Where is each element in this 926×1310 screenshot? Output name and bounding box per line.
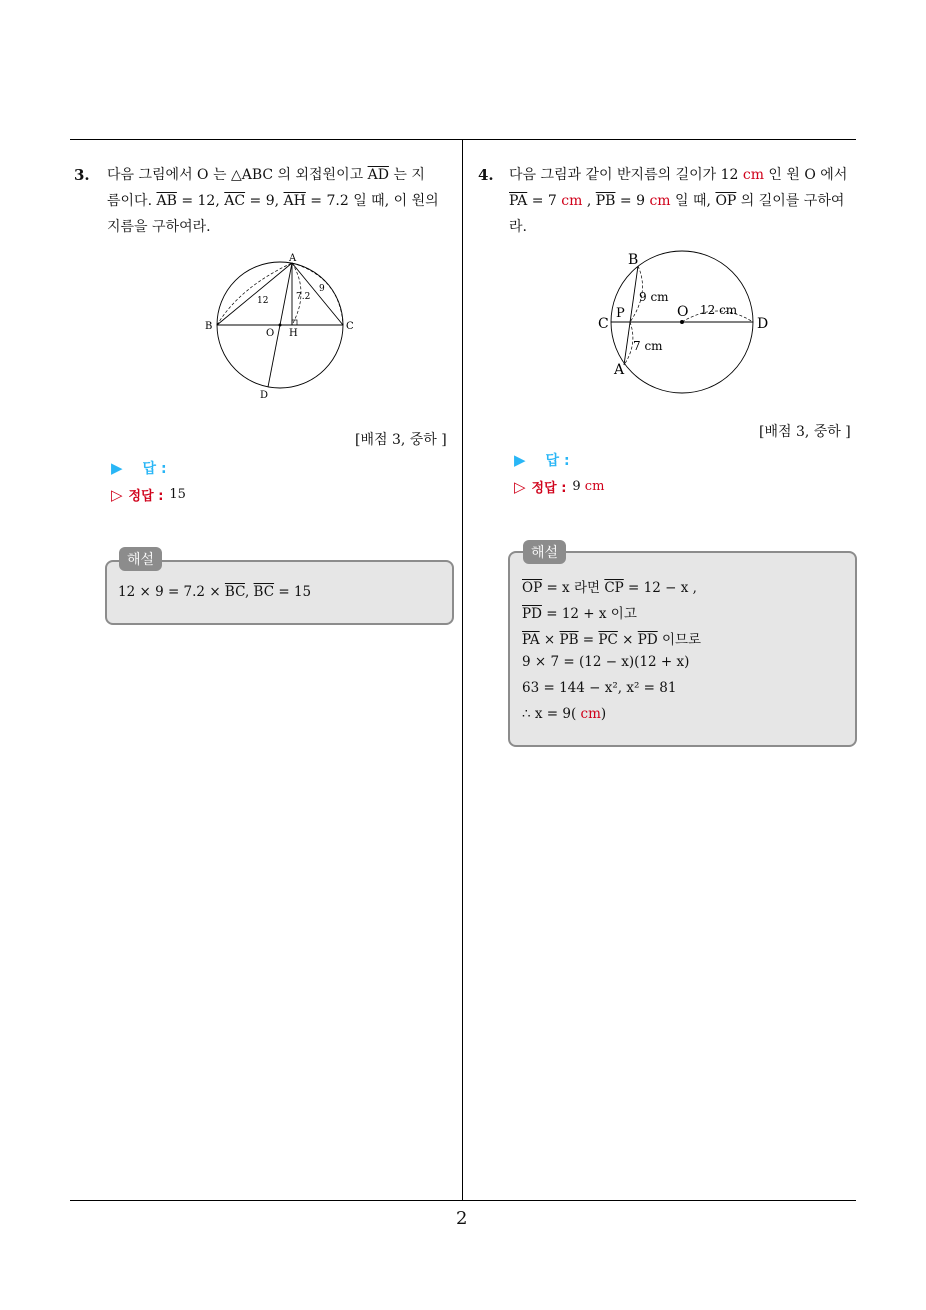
top-rule: [70, 139, 856, 140]
q4-explanation-line6: ∴ x = 9( cm): [522, 706, 607, 722]
q3-correct-row: [111, 485, 186, 504]
q3-center-dot: [279, 324, 282, 327]
q3-explanation-tab: 해설: [119, 547, 162, 571]
q4-label-9cm: 9 cm: [639, 290, 669, 304]
q3-label-c: C: [346, 321, 354, 332]
q4-text-line1: 다음 그림과 같이 반지름의 길이가 12 cm 인 원 O 에서: [509, 167, 848, 183]
q3-label-72: 7.2: [296, 292, 311, 302]
q4-correct-triangle-icon: ▷: [514, 477, 526, 496]
q4-text-line3: 라.: [509, 219, 527, 235]
q3-correct-triangle-icon: ▷: [111, 485, 123, 504]
q4-score: [배점 3, 중하 ]: [759, 424, 851, 440]
q4-label-c: C: [598, 316, 609, 332]
q3-label-o: O: [266, 328, 275, 339]
q3-label-d: D: [260, 390, 269, 401]
q4-label-a: A: [614, 362, 625, 378]
q4-explanation-line4: 9 × 7 = (12 − x)(12 + x): [522, 654, 690, 670]
q4-explanation-tab: 해설: [523, 540, 566, 564]
q4-text-line2: $\overline{PA} = 7$ cm , $\overline{PB} = 9$ cm 일 때, $\overline{OP}$ 의 길이를 구하여: [509, 193, 845, 209]
q4-label-7cm: 7 cm: [633, 339, 663, 353]
q4-explanation-line5: 63 = 144 − x², x² = 81: [522, 680, 677, 696]
q3-text-line2: 름이다. $\overline{AB} = 12$, $\overline{AC} = 9$, $\overline{AH} = 7.2$ 일 때, 이 원의: [107, 193, 439, 209]
bottom-rule: [70, 1200, 856, 1201]
q3-label-12: 12: [257, 296, 269, 306]
q4-number: 4.: [478, 166, 494, 184]
q4-label-12cm: 12 cm: [700, 303, 738, 317]
q4-answer-row: [514, 450, 570, 470]
q3-answer-triangle-icon: ▶: [111, 459, 123, 477]
q4-figure: [590, 248, 780, 398]
q3-text-line1: 다음 그림에서 O 는 △ABC 의 외접원이고 $\overline{AD}$ 는 지: [107, 167, 425, 183]
q3-segment-ab: [217, 263, 292, 325]
q4-explanation-line1: $\overline{OP} = x$ 라면 $\overline{CP} = 12 - x$ ,: [522, 580, 697, 596]
q4-explanation-line2: $\overline{PD} = 12 + x$ 이고: [522, 606, 637, 622]
q3-label-b: B: [205, 321, 213, 332]
q4-center-dot: [680, 320, 684, 324]
q3-text-line3: 지름을 구하여라.: [107, 219, 211, 235]
q4-correct-label: 정답 :: [531, 481, 567, 496]
q3-score: [배점 3, 중하 ]: [355, 432, 447, 448]
q3-number: 3.: [74, 166, 90, 184]
q4-correct-value: 9 cm: [572, 479, 605, 494]
q3-answer-label: 답 :: [142, 461, 167, 477]
q3-correct-value: 15: [169, 487, 186, 502]
q3-answer-row: [111, 458, 167, 478]
q4-explanation-line3: $\overline{PA} \times \overline{PB} = \overline{PC} \times \overline{PD}$ 이므로: [522, 632, 702, 648]
q4-label-d: D: [757, 316, 769, 332]
q3-explanation-text: $12 \times 9 = 7.2 \times \overline{BC}$, $\overline{BC} = 15$: [118, 584, 312, 600]
q3-label-a: A: [289, 253, 297, 264]
q3-figure: [200, 252, 370, 402]
column-divider: [462, 139, 463, 1201]
q3-label-9: 9: [319, 284, 325, 294]
q4-label-b: B: [628, 252, 639, 268]
q4-label-p: P: [616, 306, 625, 321]
q3-label-h: H: [289, 328, 298, 339]
q4-answer-triangle-icon: ▶: [514, 451, 526, 469]
q4-answer-label: 답 :: [545, 453, 570, 469]
q4-correct-row: [514, 477, 604, 496]
page-number: 2: [456, 1208, 468, 1229]
q4-label-o: O: [677, 304, 689, 320]
q3-correct-label: 정답 :: [128, 489, 164, 504]
